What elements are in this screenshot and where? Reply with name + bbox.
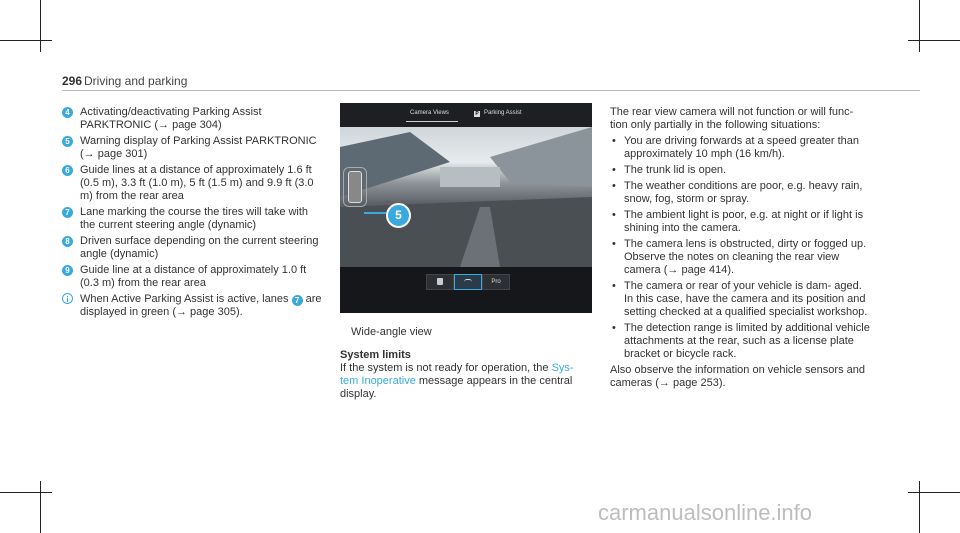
pro-label: Pro bbox=[491, 279, 501, 285]
camera-icon bbox=[437, 278, 443, 285]
page-number: 296 bbox=[62, 74, 83, 88]
parking-sensor-icon bbox=[464, 279, 472, 285]
number-badge-icon: 5 bbox=[62, 136, 73, 147]
sensor-arc-icon bbox=[343, 167, 367, 207]
tab-parking-assist: Parking Assist bbox=[484, 110, 522, 116]
right-column bbox=[610, 106, 872, 393]
system-limits-text bbox=[340, 362, 592, 401]
watermark-text: carmanualsonline.info bbox=[598, 500, 813, 525]
list-item: • The camera or rear of your vehicle is dam- aged. In this case, have the camera and its position and setting checked at a qualified specialist workshop. bbox=[610, 280, 872, 319]
number-badge-icon: 8 bbox=[62, 236, 73, 247]
tab-camera-views: Camera Views bbox=[410, 110, 449, 116]
info-note bbox=[62, 293, 324, 319]
number-badge-icon: 7 bbox=[62, 207, 73, 218]
legend-text: Guide line at a distance of approximately 1.0 ft (0.3 m) from the rear area bbox=[80, 264, 307, 289]
header-divider bbox=[62, 90, 920, 91]
camera-view-button bbox=[426, 274, 454, 290]
number-badge-icon: 9 bbox=[62, 265, 73, 276]
crop-mark bbox=[0, 40, 52, 41]
legend-text: Driven surface depending on the current steering angle (dynamic) bbox=[80, 235, 319, 260]
crop-mark bbox=[908, 492, 960, 493]
list-item: • The ambient light is poor, e.g. at night or if light is shining into the camera. bbox=[610, 209, 872, 235]
camera-scene-icon bbox=[340, 127, 592, 267]
crop-mark bbox=[0, 492, 52, 493]
list-item: • You are driving forwards at a speed greater than approximately 10 mph (16 km/h). bbox=[610, 135, 872, 161]
camera-screen-image bbox=[340, 103, 592, 313]
legend-item bbox=[62, 164, 324, 203]
camera-view bbox=[340, 127, 592, 267]
parking-assist-button bbox=[454, 274, 482, 290]
pro-button bbox=[482, 274, 510, 290]
legend-item bbox=[62, 206, 324, 232]
number-badge-icon: 6 bbox=[62, 165, 73, 176]
screen-tab-bar bbox=[340, 103, 592, 127]
intro-paragraph: The rear view camera will not function or will func- tion only partially in the following situations: bbox=[610, 106, 854, 131]
number-badge-icon: 4 bbox=[62, 107, 73, 118]
outro-paragraph: Also observe the information on vehicle sensors and cameras (→ page 253). bbox=[610, 364, 865, 389]
callout-line bbox=[364, 212, 386, 214]
legend-item bbox=[62, 106, 324, 132]
list-item: • The trunk lid is open. bbox=[610, 164, 872, 177]
legend-column bbox=[62, 106, 324, 322]
legend-item bbox=[62, 135, 324, 161]
legend-text: Lane marking the course the tires will take with the current steering angle (dynamic) bbox=[80, 206, 309, 231]
parking-icon: P bbox=[475, 111, 479, 117]
crop-mark bbox=[919, 0, 920, 52]
legend-text: Activating/deactivating Parking Assist PARKTRONIC (→ page 304) bbox=[80, 106, 262, 131]
section-heading: System limits bbox=[340, 349, 411, 361]
list-item: • The camera lens is obstructed, dirty or fogged up. Observe the notes on cleaning the rear view camera (→ page 414). bbox=[610, 238, 872, 277]
crop-mark bbox=[908, 40, 960, 41]
number-badge-icon: 7 bbox=[292, 295, 303, 306]
highlight-text: Sys- tem Inoperative bbox=[340, 362, 574, 387]
section-title: Driving and parking bbox=[84, 74, 188, 88]
text-before: If the system is not ready for operation, the bbox=[340, 362, 549, 374]
tab-underline bbox=[406, 121, 458, 122]
legend-item bbox=[62, 235, 324, 261]
caption-text: Wide-angle view bbox=[351, 326, 432, 338]
crop-mark bbox=[919, 481, 920, 533]
crop-mark bbox=[40, 481, 41, 533]
legend-text: Guide lines at a distance of approximately 1.6 ft (0.5 m), 3.3 ft (1.0 m), 5 ft (1.5 m) and 9.9 ft (3.0 m) from the rear area bbox=[80, 164, 314, 202]
legend-text: Warning display of Parking Assist PARKTRONIC (→ page 301) bbox=[80, 135, 317, 160]
callout-badge-icon: 5 bbox=[386, 203, 411, 228]
caption bbox=[351, 326, 591, 339]
crop-mark bbox=[40, 0, 41, 52]
info-text-after: are displayed in green (→ page 305). bbox=[80, 293, 322, 318]
list-item: • The weather conditions are poor, e.g. heavy rain, snow, fog, storm or spray. bbox=[610, 180, 872, 206]
system-limits-section bbox=[340, 349, 592, 401]
list-item: • The detection range is limited by additional vehicle attachments at the rear, such as a license plate bracket or bicycle rack. bbox=[610, 322, 872, 361]
info-icon: i bbox=[62, 293, 73, 304]
text-after: message appears in the central display. bbox=[340, 375, 573, 400]
legend-item bbox=[62, 264, 324, 290]
info-text-before: When Active Parking Assist is active, lanes bbox=[80, 293, 289, 305]
